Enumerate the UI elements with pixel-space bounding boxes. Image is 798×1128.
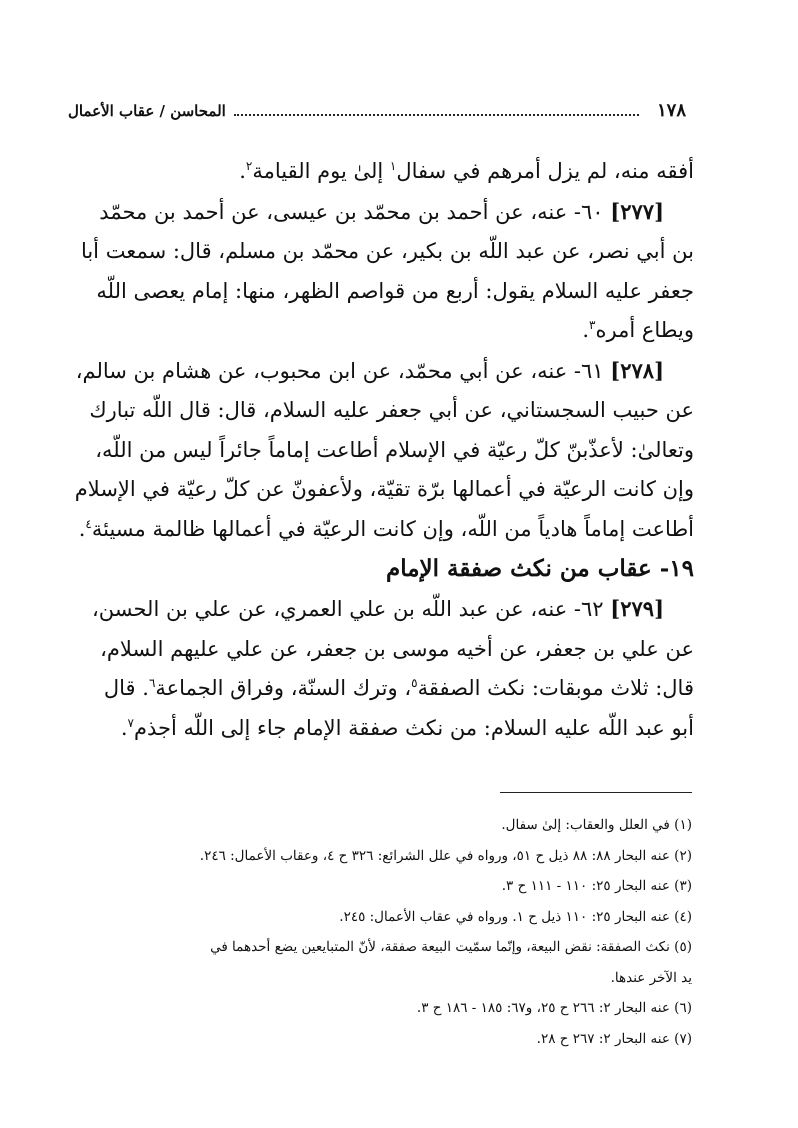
paragraph-continuation bbox=[66, 152, 694, 192]
text-run: . bbox=[78, 516, 86, 541]
footnote-ref[interactable]: ٥ bbox=[411, 676, 418, 690]
footnote-divider bbox=[500, 792, 692, 793]
text-line: بن أبي نصر، عن عبد اللّه بن بكير، عن محمّد بن مسلم، قال: سمعت أبا bbox=[80, 239, 694, 263]
text-run: . قال bbox=[103, 676, 149, 700]
hadith-number: [٢٧٩] bbox=[610, 596, 664, 621]
footnote-item: (٧) عنه البحار ٢: ٢٦٧ ح ٢٨. bbox=[536, 1030, 692, 1047]
text-run: . bbox=[120, 715, 128, 740]
text-line: عن علي بن جعفر، عن أخيه موسى بن جعفر، عن علي عليهم السلام، bbox=[100, 636, 694, 661]
footnote-item: يد الآخر عندها. bbox=[610, 969, 692, 986]
hadith-278 bbox=[66, 351, 694, 550]
text-line: عن حبيب السجستاني، عن أبي جعفر عليه السلام، قال: قال اللّه تبارك bbox=[89, 398, 694, 422]
hadith-277 bbox=[66, 192, 694, 351]
footnote-ref[interactable]: ٢ bbox=[245, 159, 253, 173]
footnotes bbox=[58, 810, 692, 1054]
page-number: ١٧٨ bbox=[656, 100, 686, 121]
footnote-ref[interactable]: ٣ bbox=[589, 318, 596, 332]
text-line: وإن كانت الرعيّة في أعمالها برّة تقيّة، ولأعفونّ عن كلّ رعيّة في الإسلام bbox=[74, 477, 694, 501]
footnote-ref[interactable]: ٧ bbox=[127, 715, 134, 730]
text-line bbox=[66, 152, 694, 192]
footnote-item: (٤) عنه البحار ٢٥: ١١٠ ذيل ح ١. ورواه في عقاب الأعمال: ٢٤٥. bbox=[339, 908, 692, 925]
footnote-ref[interactable]: ٦ bbox=[148, 676, 156, 690]
text-run: أبو عبد اللّه عليه السلام: من نكث صفقة الإمام جاء إلى اللّه أجذم bbox=[134, 715, 694, 740]
text-line bbox=[66, 589, 694, 630]
footnote-ref[interactable]: ١ bbox=[389, 159, 397, 173]
text-run: ويطاع أمره bbox=[595, 318, 694, 342]
text-run: . bbox=[239, 159, 246, 183]
text-run: أطاعت إماماً هادياً من اللّه، وإن كانت الرعيّة في أعمالها ظالمة مسيئة bbox=[91, 516, 694, 541]
text-line bbox=[66, 709, 694, 749]
text-line: جعفر عليه السلام يقول: أربع من قواصم الظهر، منها: إمام يعصى اللّه bbox=[96, 278, 694, 303]
footnote-item: (٢) عنه البحار ٨٨: ٨٨ ذيل ح ٥١، ورواه في علل الشرائع: ٣٢٦ ح ٤، وعقاب الأعمال: ٢٤٦. bbox=[199, 847, 692, 864]
text-run: ٦١- عنه، عن أبي محمّد، عن ابن محبوب، عن هشام بن سالم، bbox=[75, 358, 604, 383]
text-line bbox=[66, 192, 694, 233]
hadith-279 bbox=[66, 589, 694, 748]
header-dot-leader bbox=[234, 113, 639, 116]
footnote-item: (٣) عنه البحار ٢٥: ١١٠ - ١١١ ح ٣. bbox=[501, 878, 692, 894]
footnote-item: (١) في العلل والعقاب: إلىٰ سفال. bbox=[501, 817, 692, 833]
hadith-number: [٢٧٧] bbox=[610, 198, 664, 224]
footnote-ref[interactable]: ٤ bbox=[85, 516, 92, 531]
running-header bbox=[68, 100, 686, 128]
footnote-item: (٥) نكث الصفقة: نقض البيعة، وإنّما سمّيت البيعة صفقة، لأنّ المتبايعين يضع أحدهما في bbox=[210, 939, 692, 955]
text-run: قال: ثلاث موبقات: نكث الصفقة bbox=[417, 676, 694, 700]
text-run: ٦٠- عنه، عن أحمد بن محمّد بن عيسى، عن أحمد بن محمّد bbox=[99, 199, 604, 224]
text-line bbox=[66, 351, 694, 392]
text-run: إلىٰ يوم القيامة bbox=[252, 159, 384, 183]
footnote-item: (٦) عنه البحار ٢: ٢٦٦ ح ٢٥، و٦٧: ١٨٥ - ١٨٦ ح ٣. bbox=[416, 1000, 692, 1016]
text-line bbox=[66, 311, 694, 351]
text-run: ٦٢- عنه، عن عبد اللّه بن علي العمري، عن علي بن الحسن، bbox=[92, 597, 604, 621]
text-run: . bbox=[582, 318, 590, 342]
text-line bbox=[66, 510, 694, 550]
hadith-number: [٢٧٨] bbox=[610, 357, 664, 383]
text-line: وتعالىٰ: لأعذّبنّ كلّ رعيّة في الإسلام أطاعت إماماً جائراً ليس من اللّه، bbox=[95, 437, 694, 462]
text-run: أفقه منه، لم يزل أمرهم في سفال bbox=[396, 159, 694, 183]
main-text bbox=[66, 152, 694, 748]
text-run: ، وترك السنّة، وفراق الجماعة bbox=[155, 676, 412, 700]
section-heading: ١٩- عقاب من نكث صفقة الإمام bbox=[385, 555, 694, 582]
header-title: المحاسن / عقاب الأعمال bbox=[68, 102, 226, 120]
text-line bbox=[66, 669, 694, 709]
